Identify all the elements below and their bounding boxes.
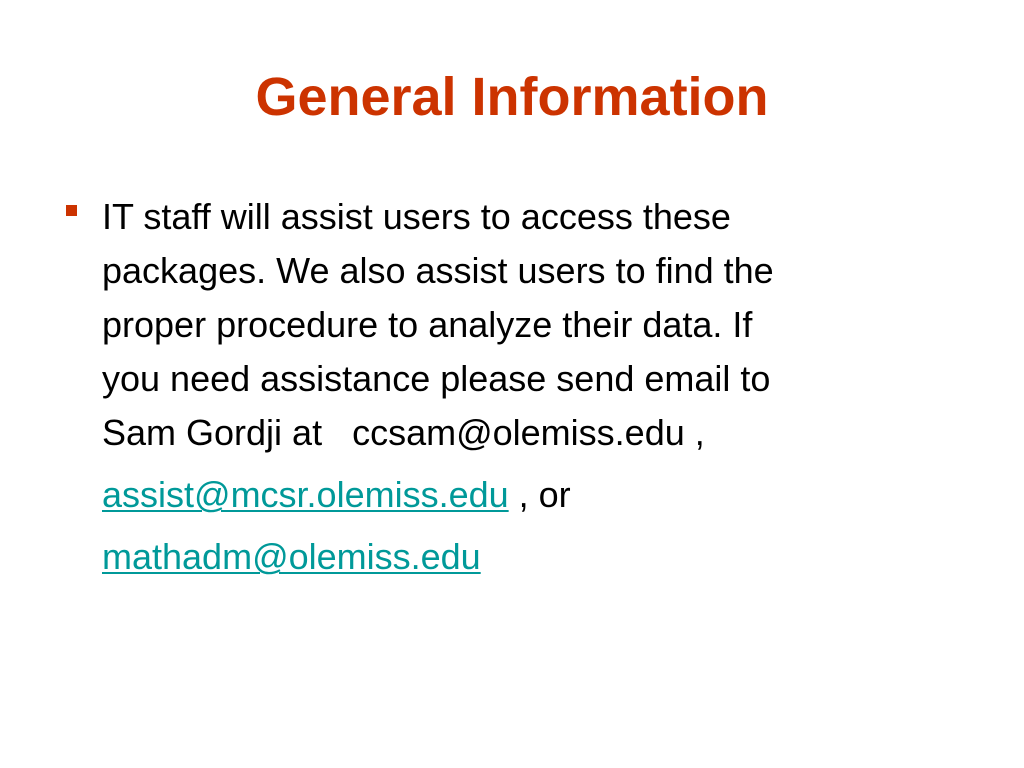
bullet-text-line-5: Sam Gordji at ccsam@olemiss.edu ,	[102, 412, 705, 453]
assist-email-suffix: , or	[508, 474, 571, 515]
assist-email-line	[102, 468, 982, 522]
mathadm-email-line	[102, 530, 982, 584]
bullet-text-line-3: proper procedure to analyze their data. If	[102, 304, 753, 345]
bullet-text-line-4: you need assistance please send email to	[102, 358, 771, 399]
bullet-item	[102, 190, 982, 584]
slide-title: General Information	[255, 67, 769, 127]
assist-email-link[interactable]: assist@mcsr.olemiss.edu	[102, 474, 509, 515]
mathadm-email-link[interactable]: mathadm@olemiss.edu	[102, 536, 481, 577]
bullet-text-line-1: IT staff will assist users to access these	[102, 196, 731, 237]
square-bullet-icon	[66, 205, 77, 216]
bullet-text-line-2: packages. We also assist users to find the	[102, 250, 774, 291]
